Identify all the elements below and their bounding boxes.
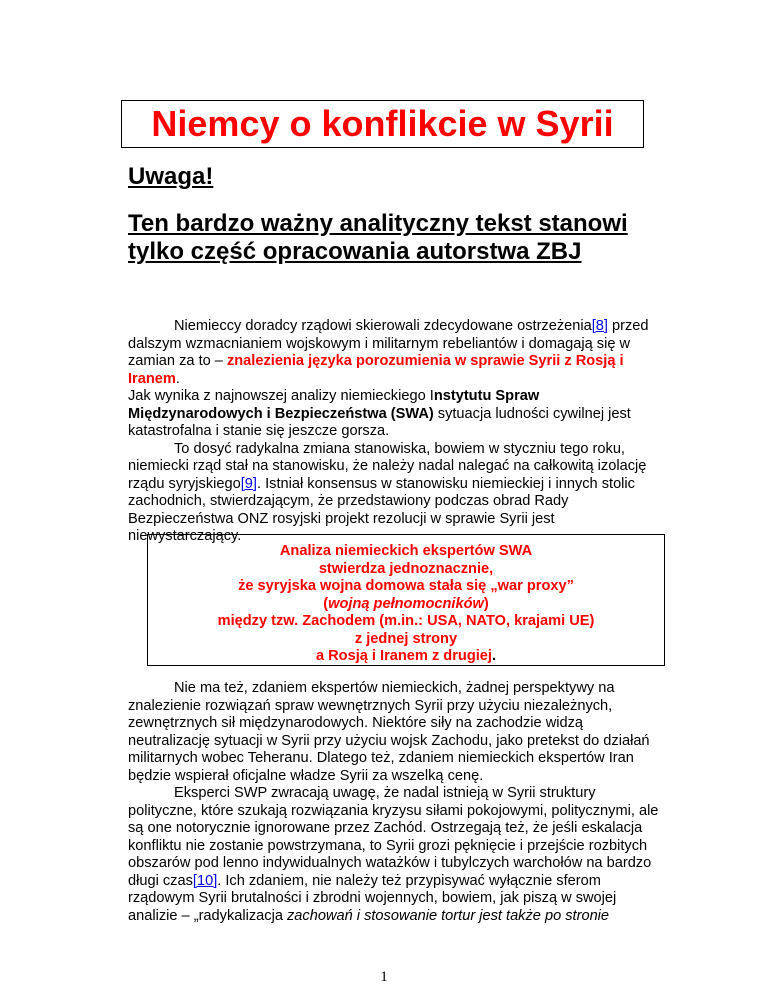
footnote-link-8[interactable]: [8] bbox=[591, 318, 608, 334]
text-span: Eksperci SWP zwracają uwagę, że nadal istnieją w Syrii struktury polityczne, które szukają rozwiązania kryzysu siłami pokojowymi, politycznymi, ale są one notorycznie ignorowane przez Zachód. Ostrzegają też, że jeśli eskalacja konfliktu nie zostanie powstrzymana, to Syrii grozi pęknięcie i przejście rozbitych obszarów pod lenno indywidualnych watażków i tubylczych warchołów na bardzo długi czas bbox=[128, 785, 659, 889]
paragraph-2 bbox=[128, 680, 668, 925]
box-line-7 bbox=[148, 648, 664, 666]
document-title: Niemcy o konflikcie w Syrii bbox=[121, 100, 644, 148]
box-line-1: Analiza niemieckich ekspertów SWA bbox=[279, 543, 533, 559]
paragraph-1-sentence-3 bbox=[128, 441, 668, 546]
italic-text: zachowań i stosowanie tortur jest także po stronie bbox=[287, 907, 610, 924]
text-span: ) bbox=[483, 595, 489, 612]
text-span: Jak wynika z najnowszej analizy niemieckiego I bbox=[128, 388, 434, 404]
box-line-5: między tzw. Zachodem (m.in.: USA, NATO, krajami UE) bbox=[217, 613, 595, 629]
text-span: To dosyć radykalna zmiana stanowiska, bowiem w styczniu tego roku, niemiecki rząd stał na stanowisku, że należy nadal nalegać na całkowitą izolację rządu syryjskiego bbox=[128, 440, 647, 492]
highlighted-text: znalezienia języka porozumienia w sprawie Syrii z Rosją i Iranem bbox=[128, 353, 624, 387]
paragraph-2-sentence-2 bbox=[128, 785, 668, 925]
box-line-3: że syryjska wojna domowa stała się „war proxy” bbox=[238, 578, 574, 594]
box-line-2: stwierdza jednoznacznie, bbox=[318, 560, 494, 577]
footnote-link-10[interactable]: [10] bbox=[192, 872, 218, 889]
text-span: sytuacja ludności cywilnej jest katastrofalna i stanie się jeszcze gorsza. bbox=[128, 405, 631, 439]
text-span: ( bbox=[323, 595, 329, 612]
text-span: a Rosją i Iranem z drugiej bbox=[315, 648, 492, 664]
text-span: . bbox=[491, 648, 497, 664]
institute-name: nstytutu Spraw Międzynarodowych i Bezpieczeństwa (SWA) bbox=[128, 388, 540, 422]
subtitle-heading: Ten bardzo ważny analityczny tekst stanowi tylko część opracowania autorstwa ZBJ bbox=[128, 210, 628, 265]
italic-text: wojną pełnomocników bbox=[328, 595, 484, 612]
text-span: . Ich zdaniem, nie należy też przypisywać wyłącznie sferom rządowym Syrii brutalności i zbrodni wojennych, bowiem, jak piszą w swojej analizie – „radykalizacja bbox=[128, 872, 617, 924]
warning-heading: Uwaga! bbox=[128, 163, 214, 190]
box-line-4 bbox=[148, 596, 664, 614]
paragraph-1-sentence-2 bbox=[128, 388, 668, 441]
text-span: przed dalszym wzmacnianiem wojskowym i militarnym rebeliantów i domagają się w zamian za to – bbox=[128, 318, 649, 369]
paragraph-1-sentence-1 bbox=[128, 318, 668, 388]
text-span: Niemieccy doradcy rządowi skierowali zdecydowane ostrzeżenia bbox=[174, 318, 592, 334]
paragraph-1 bbox=[128, 318, 668, 546]
highlight-box bbox=[147, 534, 665, 666]
page-number: 1 bbox=[380, 969, 388, 985]
box-line-6: z jednej strony bbox=[354, 630, 458, 647]
text-span: . bbox=[175, 370, 180, 387]
paragraph-2-sentence-1: Nie ma też, zdaniem ekspertów niemieckich, żadnej perspektywy na znalezienie rozwiązań spraw wewnętrznych Syrii przy użyciu niezależnych, zewnętrznych sił międzynarodowych. Niektóre siły na zachodzie widzą neutralizację sytuacji w Syrii przy użyciu wojsk Zachodu, jako pretekst do działań militarnych wobec Teheranu. Dlatego też, zdaniem niemieckich ekspertów Iran będzie wspierał oficjalne władze Syrii za wszelką cenę. bbox=[128, 680, 650, 784]
text-span: . Istniał konsensus w stanowisku niemieckiej i innych stolic zachodnich, stwierdzającym, że przedstawiony podczas obrad Rady Bezpieczeństwa ONZ rosyjski projekt rezolucji w sprawie Syrii jest niewystarczający. bbox=[128, 475, 635, 544]
footnote-link-9[interactable]: [9] bbox=[240, 475, 257, 492]
